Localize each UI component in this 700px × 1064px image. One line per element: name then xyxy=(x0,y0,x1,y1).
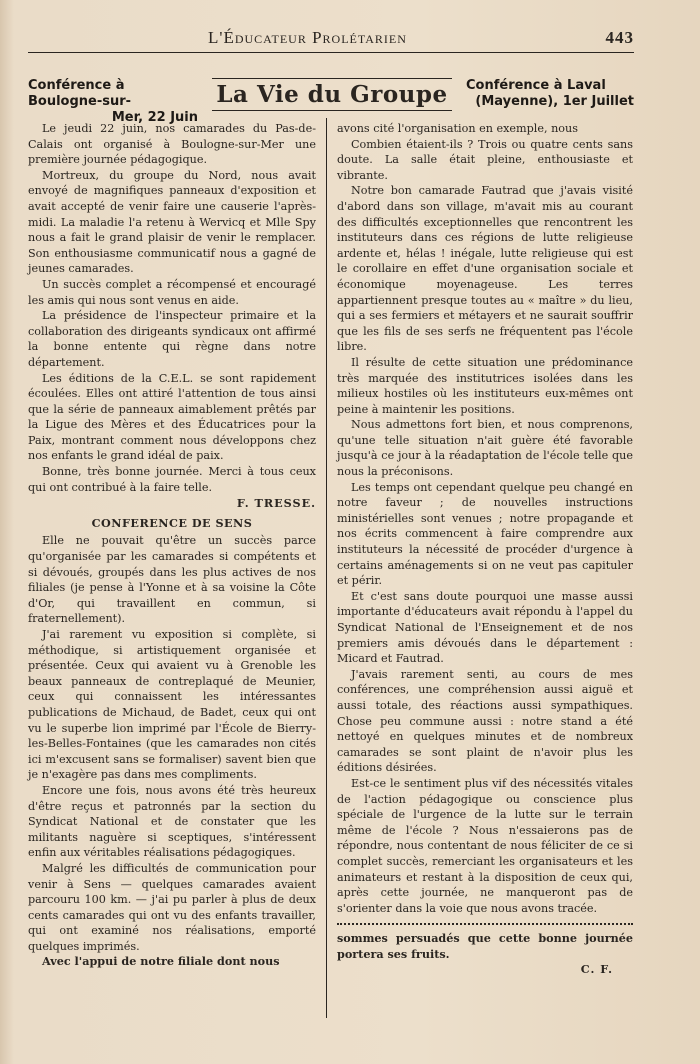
paragraph: Combien étaient-ils ? Trois ou quatre cents sans doute. La salle était pleine, enthousiaste et vibrante. xyxy=(337,137,633,182)
paragraph: Elle ne pouvait qu'être un succès parce qu'organisée par les camarades si compétents et si dévoués, groupés dans les plus actives de nos filiales (je pense à l'Yonne et à sa voisine la Côte d'Or, qui travaillent en commun, si fraternellement). xyxy=(28,534,316,626)
left-heading-line1: Conférence à Boulogne-sur- xyxy=(28,78,132,109)
paragraph: La présidence de l'inspecteur primaire et la collaboration des dirigeants syndicaux ont affirmé la bonne entente qui règne dans notre département. xyxy=(28,309,316,369)
paragraph: Nous admettons fort bien, et nous comprenons, qu'une telle situation n'ait guère été favorable jusqu'à ce jour à la réadaptation de l'école telle que nous la préconisons. xyxy=(337,418,633,479)
right-conference-heading xyxy=(466,78,634,110)
paragraph: Malgré les difficultés de communication pour venir à Sens — quelques camarades avaient parcouru 100 km. — j'ai pu parler à plus de deux cents camarades qui ont vu des enfants travailler, qui ont examiné nos réalisations, emporté quelques imprimés. xyxy=(28,861,316,953)
paragraph: avons cité l'organisation en exemple, nous xyxy=(337,122,578,135)
paragraph: J'ai rarement vu exposition si complète, si méthodique, si artistiquement organisée et présentée. Ceux qui avaient vu à Grenoble les beaux panneaux de contreplaqué de Meunier, ceux qui connaissent les intéressantes publications de Michaud, de Badet, ceux qui ont vu le superbe lion imprimé par l'École de Bierry-les-Belles-Fontaines (que les camarades non cités ici m'excusent sans se formaliser) savent bien que je n'exagère pas dans mes compliments. xyxy=(28,628,316,782)
paragraph: Est-ce le sentiment plus vif des nécessités vitales de l'action pédagogique ou conscience plus spéciale de l'urgence de la lutte sur le terrain même de l'école ? Nous n'essaierons pas de répondre, nous contentant de nous féliciter de ce si complet succès, remerciant les organisateurs et les animateurs et restant à la disposition de ceux qui, après cette journée, ne manqueront pas de s'orienter dans la voie que nous avons tracée. xyxy=(337,776,633,915)
paragraph: Le jeudi 22 juin, nos camarades du Pas-de-Calais ont organisé à Boulogne-sur-Mer une première journée pédagogique. xyxy=(28,122,316,167)
section-masthead xyxy=(212,78,452,111)
paragraph: Bonne, très bonne journée. Merci à tous ceux qui ont contribué à la faire telle. xyxy=(28,465,316,494)
paragraph: Les temps ont cependant quelque peu changé en notre faveur ; de nouvelles instructions ministérielles sont venues ; notre propagande et nos écrits commencent à faire comprendre aux instituteurs la nécessité de procéder d'urgence à certains aménagements si on ne veut pas capituler et périr. xyxy=(337,480,633,588)
paragraph: sommes persuadés que cette bonne journée portera ses fruits. xyxy=(337,931,633,961)
left-column xyxy=(28,121,316,970)
paragraph: Les éditions de la C.E.L. se sont rapidement écoulées. Elles ont attiré l'attention de tous ainsi que la série de panneaux aimablement prêtés par la Ligue des Mères et des Éducatrices pour la Paix, montrant comment nous développons chez nos enfants le grand idéal de paix. xyxy=(28,371,316,463)
right-heading-line2: (Mayenne), 1er Juillet xyxy=(475,94,634,109)
top-rule xyxy=(28,52,634,53)
right-column xyxy=(337,121,633,978)
journal-title: L'Éducateur Prolétarien xyxy=(208,28,407,47)
paragraph: Mortreux, du groupe du Nord, nous avait envoyé de magnifiques panneaux d'exposition et avait accepté de venir faire une causerie l'après-midi. La maladie l'a retenu à Wervicq et Mlle Spy nous a fait le grand plaisir de venir le remplacer. Son enthousiasme communicatif nous a gagné de jeunes camarades. xyxy=(28,168,316,276)
subheading-sens: CONFERENCE DE SENS xyxy=(91,515,253,530)
page-number: 443 xyxy=(605,28,634,47)
paragraph: J'avais rarement senti, au cours de mes conférences, une compréhension aussi aiguë et aussi totale, des réactions aussi sympathiques. Chose peu commune aussi : notre stand a été nettoyé en quelques minutes et de nombreux camarades se sont plaint de n'avoir plus les éditions désirées. xyxy=(337,667,633,775)
paragraph: Notre bon camarade Fautrad que j'avais visité d'abord dans son village, m'avait mis au courant des difficultés exceptionnelles que rencontrent les instituteurs dans ces régions de lutte religieuse ardente et, hélas ! inégale, lutte religieuse qui est le corollaire en effet d'une organisation sociale et économique moyenageuse. Les terres appartiennent presque toutes au « maître » du lieu, qui a ses fermiers et métayers et ne saurait souffrir que les fils de ses serfs ne fréquentent pas l'école libre. xyxy=(337,184,633,354)
left-conference-heading xyxy=(28,78,198,126)
signature-tresse: F. TRESSE. xyxy=(236,496,316,511)
masthead-title: La Vie du Groupe xyxy=(212,78,452,111)
paragraph: Et c'est sans doute pourquoi une masse aussi importante d'éducateurs avait répondu à l'appel du Syndicat National de l'Enseignement et de nos premiers amis dévoués dans le département : Micard et Fautrad. xyxy=(337,589,633,666)
dotted-rule xyxy=(337,923,633,925)
right-heading-line1: Conférence à Laval xyxy=(466,78,606,93)
paragraph: Avec l'appui de notre filiale dont nous xyxy=(42,954,280,969)
left-heading-line2: Mer, 22 Juin xyxy=(111,110,198,125)
paragraph: Il résulte de cette situation une prédominance très marquée des institutrices isolées dans les milieux hostiles où les instituteurs eux-mêmes ont peine à maintenir les positions. xyxy=(337,355,633,416)
paragraph: Encore une fois, nous avons été très heureux d'être reçus et patronnés par la section du Syndicat National et de constater que les militants naguère si sceptiques, s'intéressent enfin aux véritables réalisations pédagogiques. xyxy=(28,783,316,860)
signature-cf: C. F. xyxy=(580,962,613,977)
column-divider xyxy=(326,118,327,1018)
paragraph: Un succès complet a récompensé et encouragé les amis qui nous sont venus en aide. xyxy=(28,277,316,307)
running-head xyxy=(28,28,634,48)
